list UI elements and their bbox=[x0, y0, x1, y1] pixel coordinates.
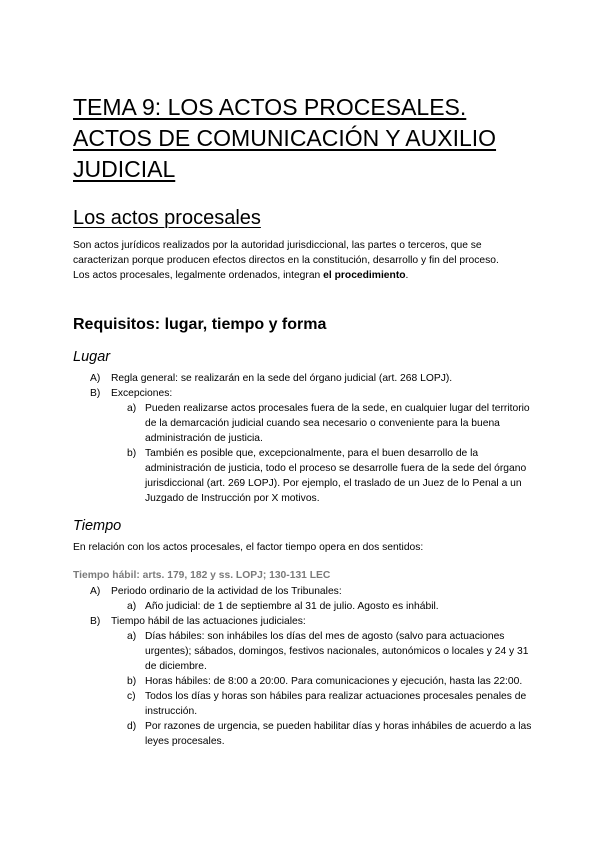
intro-paragraph-2-text: Los actos procesales, legalmente ordenados, integran bbox=[73, 270, 324, 282]
list-subitem bbox=[73, 719, 533, 749]
list-marker: A) bbox=[90, 586, 101, 597]
intro-paragraph-2-end: . bbox=[405, 270, 409, 282]
lugar-list bbox=[73, 371, 533, 506]
list-item-text: Año judicial: de 1 de septiembre al 31 de julio. Agosto es inhábil. bbox=[145, 601, 439, 612]
list-item-text: Pueden realizarse actos procesales fuera de la sede, en cualquier lugar del territorio de la demarcación judicial cuando sea necesario o conveniente para la buena administración de justicia. bbox=[145, 403, 530, 444]
lugar-heading: Lugar bbox=[73, 349, 111, 365]
procedimiento-bold: el procedimiento bbox=[323, 270, 406, 282]
list-subitem bbox=[73, 599, 533, 614]
list-marker: a) bbox=[127, 403, 137, 414]
list-marker: a) bbox=[127, 601, 137, 612]
intro-paragraphs bbox=[73, 238, 533, 284]
list-marker: A) bbox=[90, 373, 101, 384]
list-item bbox=[73, 371, 533, 386]
document-title: TEMA 9: LOS ACTOS PROCESALES. ACTOS DE COMUNICACIÓN Y AUXILIO JUDICIAL bbox=[73, 94, 497, 182]
list-item-text: Horas hábiles: de 8:00 a 20:00. Para comunicaciones y ejecución, hasta las 22:00. bbox=[145, 676, 523, 687]
list-item bbox=[73, 386, 533, 401]
list-marker: B) bbox=[90, 388, 101, 399]
tiempo-intro: En relación con los actos procesales, el factor tiempo opera en dos sentidos: bbox=[73, 542, 424, 553]
list-subitem bbox=[73, 689, 533, 719]
intro-paragraph-2 bbox=[73, 268, 533, 283]
list-item-text: Excepciones: bbox=[111, 388, 173, 399]
list-item bbox=[73, 584, 533, 599]
list-item-text: Por razones de urgencia, se pueden habilitar días y horas inhábiles de acuerdo a las leyes procesales. bbox=[145, 721, 532, 747]
tiempo-list bbox=[73, 584, 533, 749]
list-item-text: Regla general: se realizarán en la sede del órgano judicial (art. 268 LOPJ). bbox=[111, 373, 453, 384]
list-subitem bbox=[73, 401, 533, 446]
list-item-text: Todos los días y horas son hábiles para realizar actuaciones procesales penales de instrucción. bbox=[145, 691, 527, 717]
list-item bbox=[73, 614, 533, 629]
list-marker: b) bbox=[127, 448, 137, 459]
intro-paragraph-1: Son actos jurídicos realizados por la autoridad jurisdiccional, las partes o terceros, que se caracterizan porque producen efectos directos en la constitución, desarrollo y fin del proceso. bbox=[73, 240, 499, 267]
list-item-text: También es posible que, excepcionalmente, para el buen desarrollo de la administración de justicia, todo el proceso se desarrolle fuera de la sede del órgano jurisdiccional (art. 269 LOPJ). Por ejemplo, el traslado de un Juez de lo Penal a un Juzgado de Instrucción por X motivos. bbox=[145, 448, 527, 504]
list-item-text: Días hábiles: son inhábiles los días del mes de agosto (salvo para actuaciones urgentes); sábados, domingos, festivos nacionales, autonómicos o locales y 24 y 31 de diciembre. bbox=[145, 631, 529, 672]
tiempo-habil-subheading: Tiempo hábil: arts. 179, 182 y ss. LOPJ; 130-131 LEC bbox=[73, 570, 331, 581]
requisitos-heading: Requisitos: lugar, tiempo y forma bbox=[73, 316, 327, 333]
list-marker: b) bbox=[127, 676, 137, 687]
list-marker: d) bbox=[127, 721, 137, 732]
list-subitem bbox=[73, 674, 533, 689]
list-subitem bbox=[73, 446, 533, 506]
list-item-text: Tiempo hábil de las actuaciones judiciales: bbox=[111, 616, 306, 627]
list-marker: c) bbox=[127, 691, 136, 702]
list-subitem bbox=[73, 629, 533, 674]
list-marker: B) bbox=[90, 616, 101, 627]
list-marker: a) bbox=[127, 631, 137, 642]
list-item-text: Periodo ordinario de la actividad de los Tribunales: bbox=[111, 586, 342, 597]
section-heading-actos-procesales: Los actos procesales bbox=[73, 207, 261, 229]
tiempo-heading: Tiempo bbox=[73, 518, 122, 534]
